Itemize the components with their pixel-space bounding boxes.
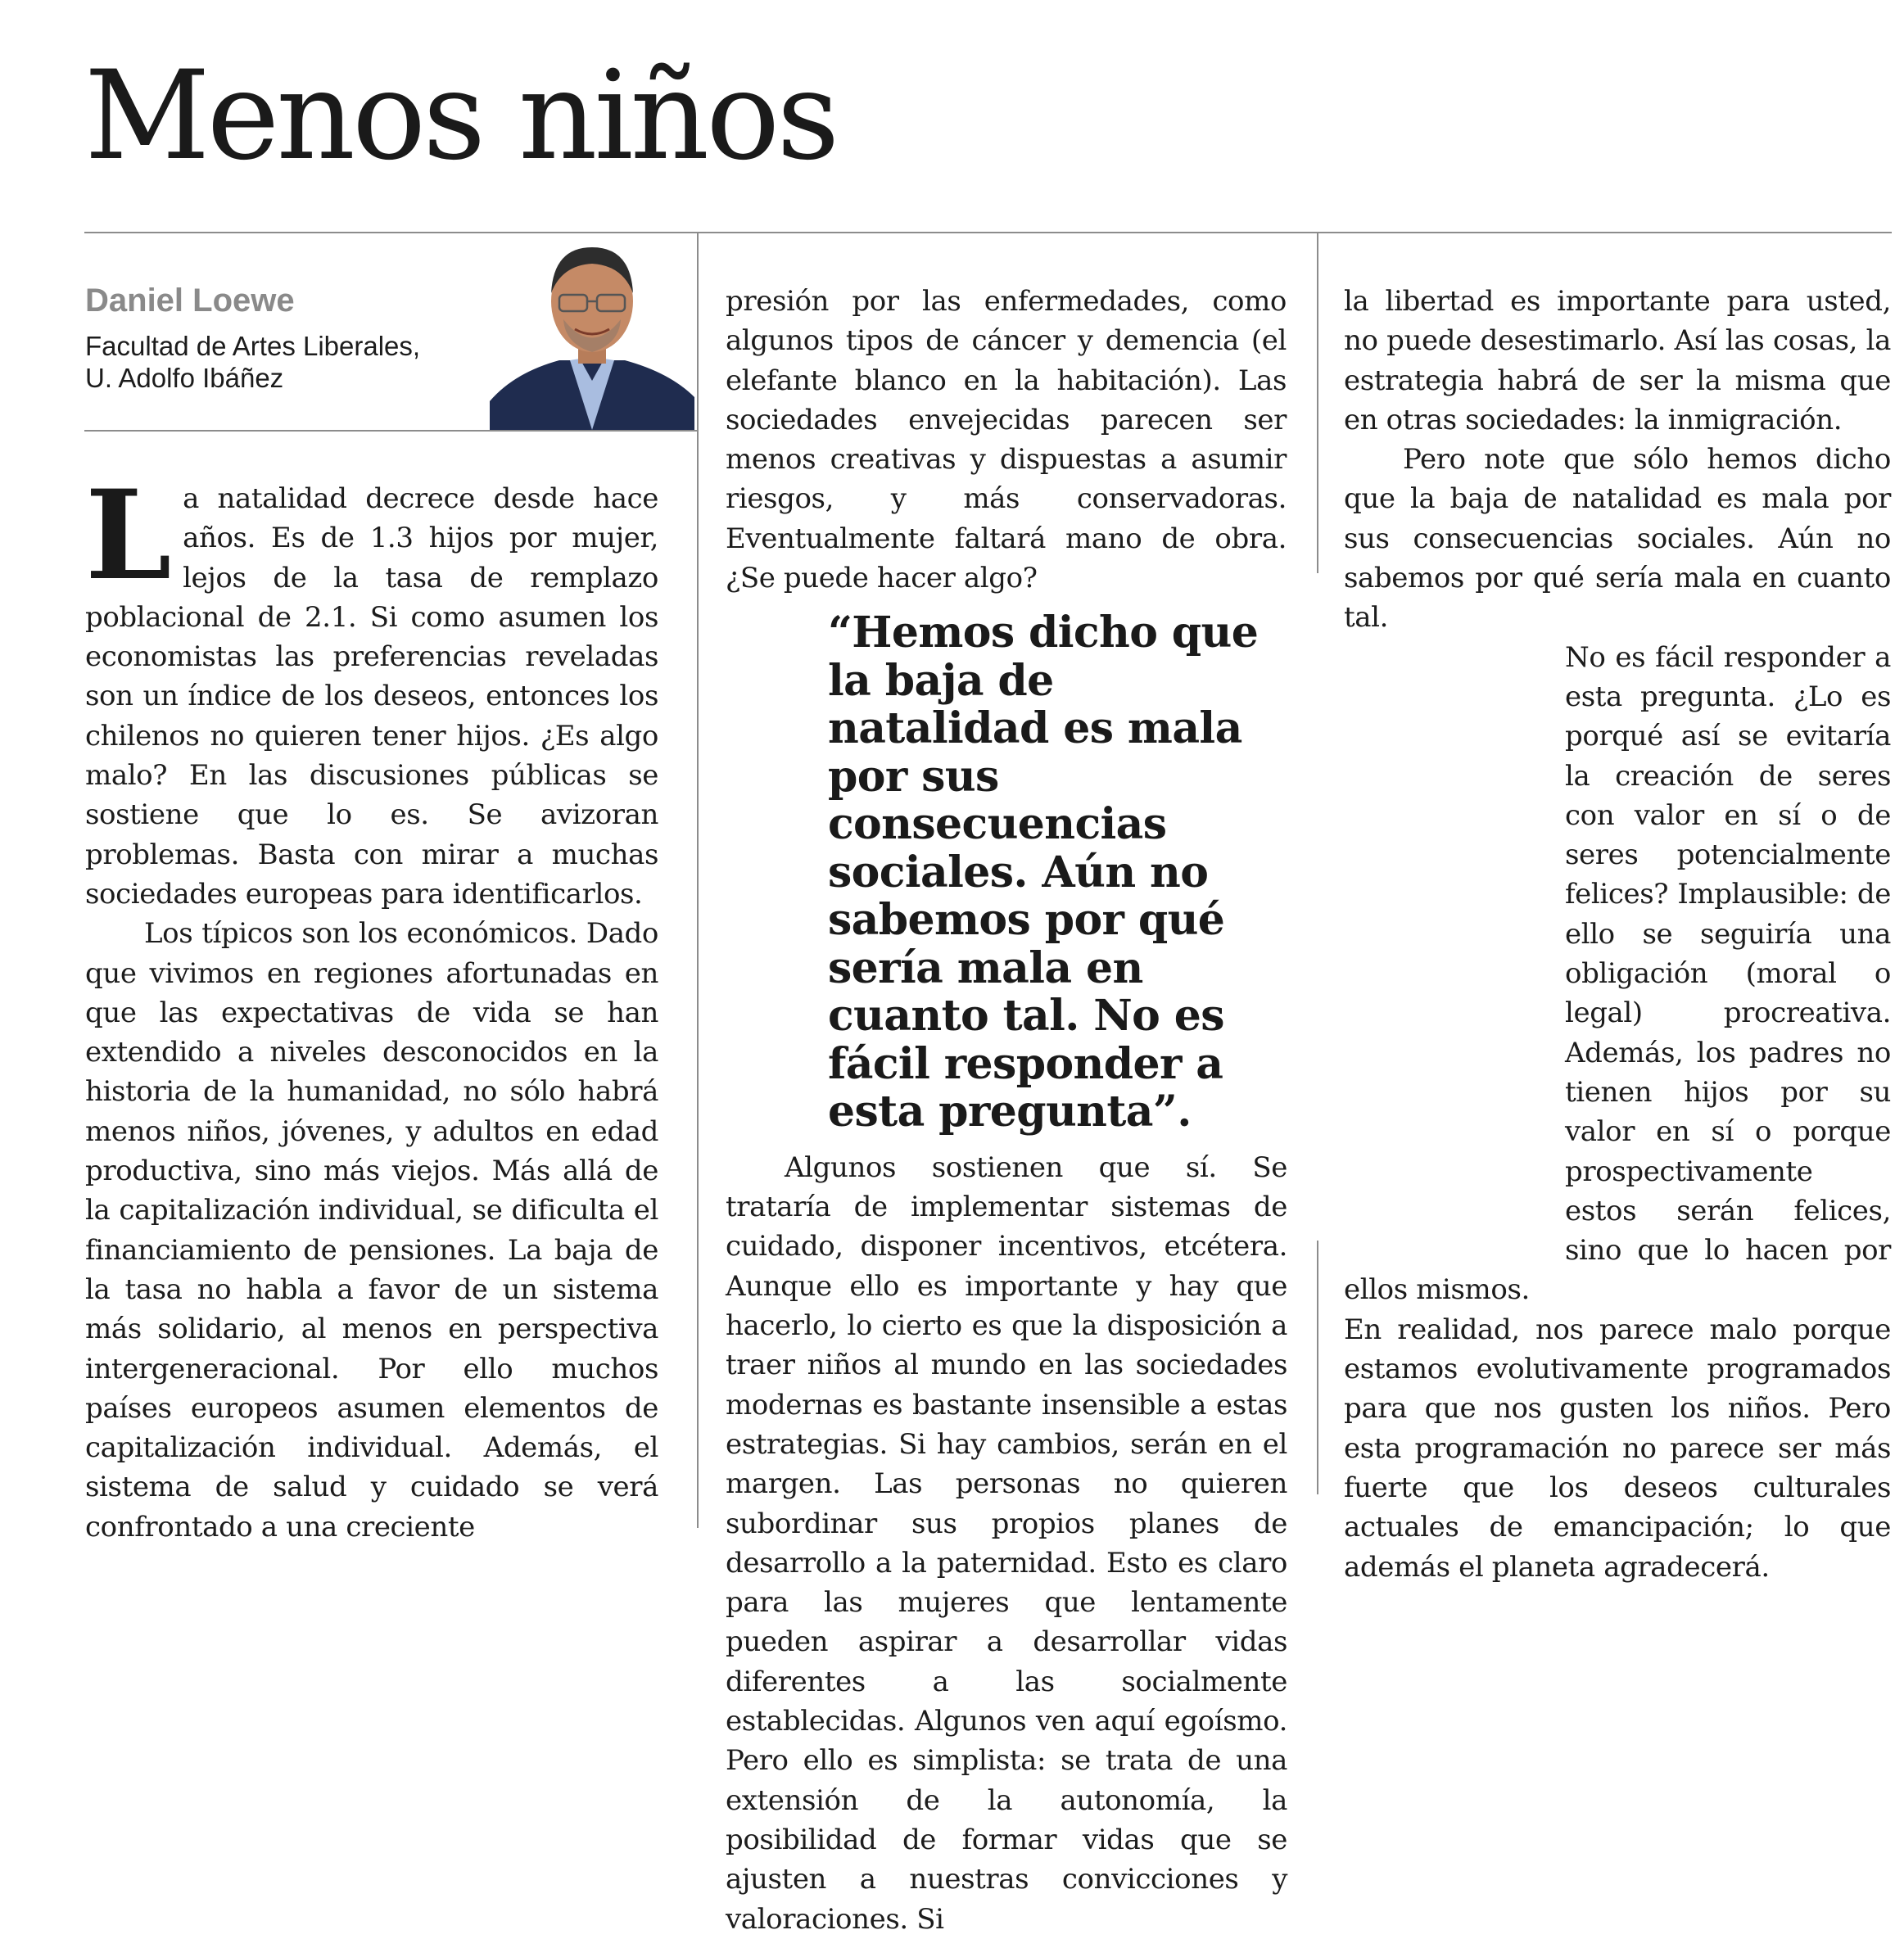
byline-rule bbox=[84, 430, 697, 432]
author-affiliation-line2: U. Adolfo Ibáñez bbox=[85, 363, 284, 393]
paragraph: No es fácil responder a esta pregunta. ¿Lo es porqué así se evitaría la creación de seres con valor en sí o de seres potencialmente felices? Implausible: de ello se seguiría una obligación (moral o legal) procreativa. Además, los padres no tienen hijos por su valor en sí o porque prospectivamente estos serán felices, sino que lo hacen por ellos mismos. bbox=[1344, 640, 1891, 1307]
paragraph bbox=[85, 463, 658, 914]
column-divider-2-bottom bbox=[1317, 1241, 1318, 1494]
author-affiliation-line1: Facultad de Artes Liberales, bbox=[85, 331, 421, 361]
column-divider-2-top bbox=[1317, 233, 1318, 573]
column-divider-1 bbox=[697, 233, 699, 1528]
paragraph-text: a natalidad decrece desde hace años. Es de 1.3 hijos por mujer, lejos de la tasa de remplazo poblacional de 2.1. Si como asumen los economistas las preferencias reveladas son un índice de los deseos, entonces los chilenos no quieren tener hijos. ¿Es algo malo? En las discusiones públicas se sostiene que lo es. Se avizoran problemas. Basta con mirar a muchas sociedades europeas para identificarlos. bbox=[85, 482, 658, 911]
author-name: Daniel Loewe bbox=[85, 282, 295, 319]
paragraph: Pero note que sólo hemos dicho que la baja de natalidad es mala por sus consecuencias sociales. Aún no sabemos por qué sería mala en cuanto tal. bbox=[1344, 443, 1891, 635]
pullquote-wrap-space bbox=[1344, 638, 1565, 1264]
author-affiliation bbox=[85, 330, 420, 394]
header-rule bbox=[84, 232, 1892, 233]
article-column-1 bbox=[85, 463, 658, 1547]
author-photo bbox=[490, 237, 694, 430]
drop-cap: L bbox=[85, 463, 172, 608]
headline: Menos niños bbox=[84, 45, 837, 188]
article-column-3 bbox=[1344, 282, 1891, 1587]
article-column-2 bbox=[726, 282, 1287, 1939]
paragraph: la libertad es importante para usted, no puede desestimarlo. Así las cosas, la estrategia habrá de ser la misma que en otras sociedades: la inmigración. bbox=[1344, 285, 1891, 436]
pull-quote: “Hemos dicho que la baja de natalidad es mala por sus consecuencias sociales. Aún no sabemos por qué sería mala en cuanto tal. No es fácil responder a esta pregunta”. bbox=[828, 608, 1259, 1137]
paragraph: Algunos sostienen que sí. Se trataría de implementar sistemas de cuidado, disponer incentivos, etcétera. Aunque ello es importante y hay que hacerlo, lo cierto es que la disposición a traer niños al mundo en las sociedades modernas es bastante insensible a estas estrategias. Si hay cambios, serán en el margen. Las personas no quieren subordinar sus propios planes de desarrollo a la paternidad. Esto es claro para las mujeres que lentamente pueden aspirar a desarrollar vidas diferentes a las socialmente establecidas. Algunos ven aquí egoísmo. Pero ello es simplista: se trata de una extensión de la autonomía, la posibilidad de formar vidas que se ajusten a nuestras convicciones y valoraciones. Si bbox=[726, 1150, 1287, 1936]
paragraph: En realidad, nos parece malo porque estamos evolutivamente programados para que nos gusten los niños. Pero esta programación no parece ser más fuerte que los deseos culturales actuales de emancipación; lo que además el planeta agradecerá. bbox=[1344, 1313, 1891, 1584]
paragraph: presión por las enfermedades, como algunos tipos de cáncer y demencia (el elefante blanco en la habitación). Las sociedades envejecidas parecen ser menos creativas y dispuestas a asumir riesgos, y más conservadoras. Eventualmente faltará mano de obra. ¿Se puede hacer algo? bbox=[726, 285, 1287, 595]
paragraph: Los típicos son los económicos. Dado que vivimos en regiones afortunadas en que las expectativas de vida se han extendido a niveles desconocidos en la historia de la humanidad, no sólo habrá menos niños, jóvenes, y adultos en edad productiva, sino más viejos. Más allá de la capitalización individual, se dificulta el financiamiento de pensiones. La baja de la tasa no habla a favor de un sistema más solidario, al menos en perspectiva intergeneracional. Por ello muchos países europeos asumen elementos de capitalización individual. Además, el sistema de salud y cuidado se verá confrontado a una creciente bbox=[85, 917, 658, 1544]
